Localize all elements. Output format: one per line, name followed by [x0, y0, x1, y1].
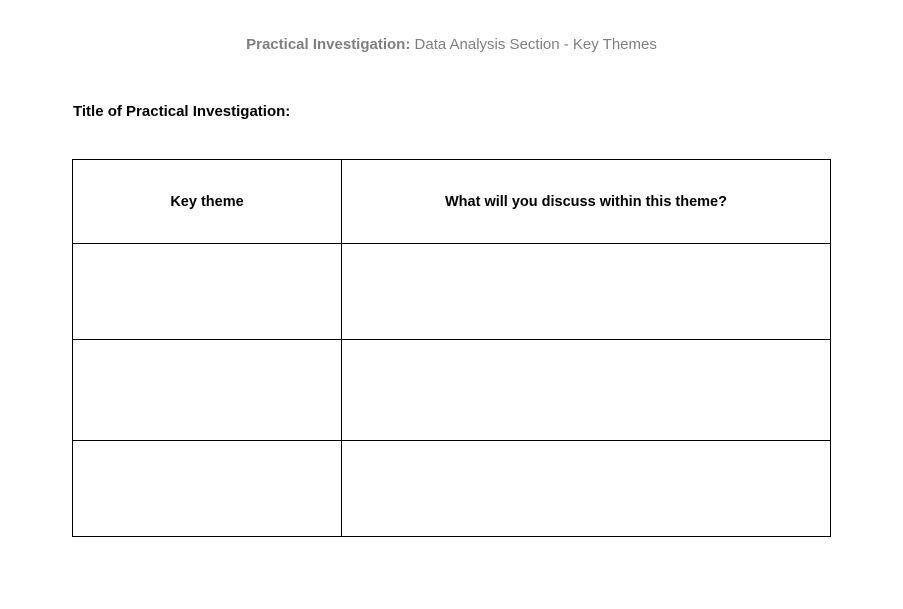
table-row: [73, 441, 831, 537]
investigation-title-label: Title of Practical Investigation:: [73, 103, 291, 120]
discussion-cell[interactable]: [342, 340, 831, 441]
table-header-row: [73, 160, 831, 244]
discussion-cell[interactable]: [342, 441, 831, 537]
table-row: [73, 244, 831, 340]
header-bold-part: Practical Investigation:: [246, 36, 411, 53]
page-header: [0, 35, 903, 55]
column-header-discussion: What will you discuss within this theme?: [342, 160, 831, 244]
header-regular-part: Data Analysis Section - Key Themes: [414, 36, 657, 53]
table-row: [73, 340, 831, 441]
discussion-cell[interactable]: [342, 244, 831, 340]
column-header-key-theme: Key theme: [73, 160, 342, 244]
key-theme-cell[interactable]: [73, 441, 342, 537]
key-themes-table: [72, 159, 831, 537]
key-theme-cell[interactable]: [73, 340, 342, 441]
key-theme-cell[interactable]: [73, 244, 342, 340]
